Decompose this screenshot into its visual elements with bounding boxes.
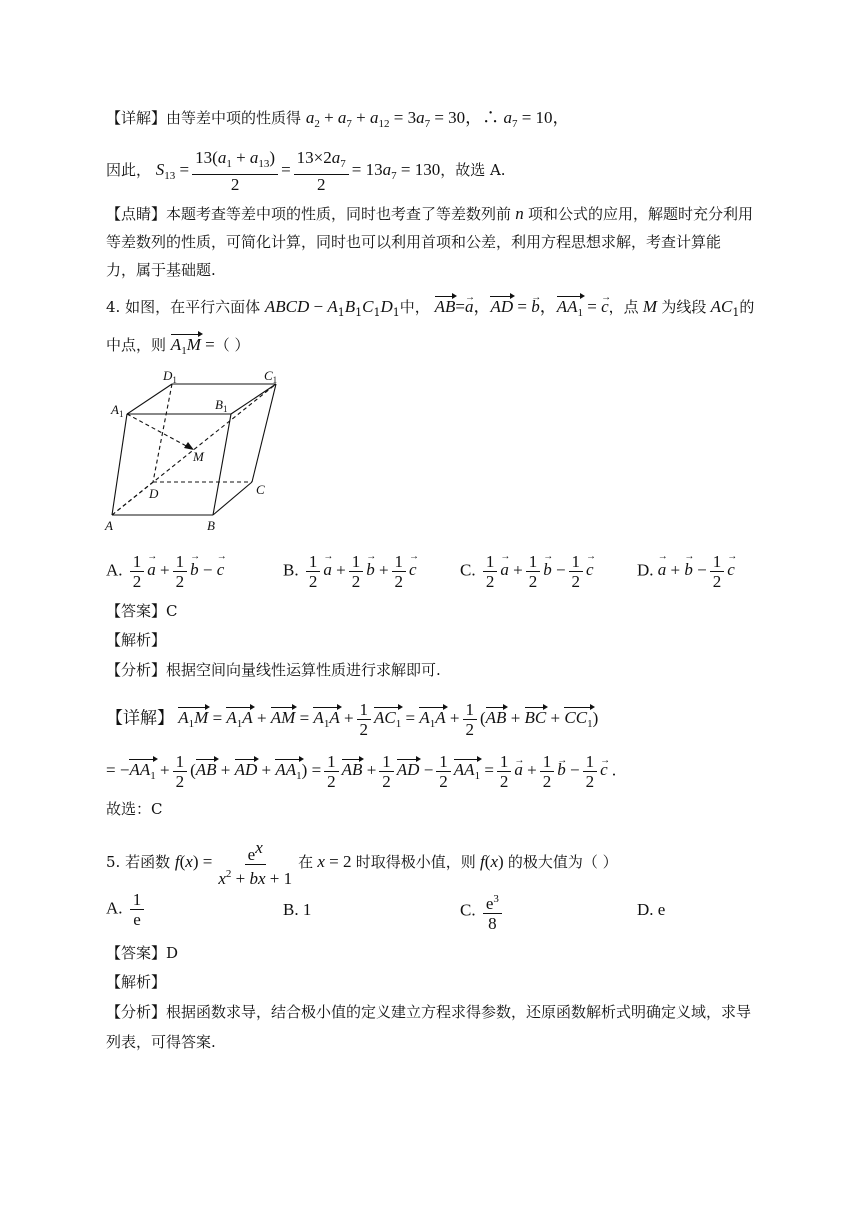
label-d1: $D_1$	[163, 368, 177, 385]
dianjing-text-1: 本题考查等差中项的性质，同时也考查了等差数列前	[166, 205, 512, 223]
q5-fenxi-line-2: 列表，可得答案.	[106, 1033, 216, 1051]
dianjing-label: 【点睛】	[106, 205, 167, 223]
q4-option-a[interactable]: A. $\frac{1}{2}$ → a + $\frac{1}{2}$ → b − → c	[106, 552, 224, 591]
q4-stem-b: 中，	[399, 298, 430, 316]
q4-detail-line-1: 【详解】 $A_1M = A_1A$ + AM = $A_1A$ + $\frac{1}{2}$ $AC_1 = A_1A$ + $\frac{1}{2}$ (AB + BC + $CC_1$)	[106, 700, 599, 739]
q4-stem-2b: （ ）	[214, 336, 250, 354]
q4-stem-line-1: 4. 如图，在平行六面体 ABCD − $A_1B_1C_1D_1$中， AB=→ a，AD = → b，$AA_1$ = → c，点 M 为线段 $AC_1$的	[106, 296, 754, 323]
q4-option-c[interactable]: C. $\frac{1}{2}$ → a + $\frac{1}{2}$ → b − $\frac{1}{2}$ → c	[460, 552, 594, 591]
label-b: B	[207, 518, 215, 533]
q4-stem-a: 4. 如图，在平行六面体	[106, 298, 261, 316]
label-c: C	[256, 482, 265, 497]
q4-detail-line-2: = $-AA_1$ + $\frac{1}{2}$ (AB + AD + $AA_1$) = $\frac{1}{2}$ AB + $\frac{1}{2}$ AD − $\frac{1}{2}$ $AA_1$ = $\frac{1}{2}$ → a + $\frac{1}{2}$ → b − $\frac{1}{2}$ → c .	[106, 752, 616, 791]
q4-stem-line-2	[106, 334, 249, 360]
q5-stem-b: 在	[298, 852, 314, 871]
q5-option-c[interactable]: C. $\frac{e^3}{8}$	[460, 890, 505, 933]
detail-label: 【详解】	[106, 109, 167, 127]
q4-target-vector: $A_1M$ =	[171, 335, 215, 354]
choose-a-text: ，故选 A.	[440, 160, 506, 179]
detail-line-2	[106, 148, 506, 194]
q5-stem-d: 的极大值为（ ）	[507, 852, 618, 871]
detail-label-2: 【详解】	[106, 708, 174, 728]
q4-stem-2: 中点，则	[106, 336, 167, 354]
q4-stem-e: 的	[739, 298, 755, 316]
q4-conclusion: 故选：C	[106, 800, 163, 818]
q4-option-d-letter: D.	[637, 560, 654, 580]
label-d: D	[149, 486, 159, 501]
q4-jiexi-label: 【解析】	[106, 631, 167, 649]
label-m: M	[193, 449, 204, 464]
q5-stem-a: 5. 若函数	[106, 852, 171, 871]
formula-a7: $a_2 + a_7 + a_{12} = 3a_7 = 30$，∴ $a_7 = 10$，	[305, 108, 570, 130]
q4-option-c-letter: C.	[460, 560, 476, 580]
q5-jiexi-label: 【解析】	[106, 973, 167, 991]
q4-option-d[interactable]: D. → a + → b − $\frac{1}{2}$ → c	[637, 552, 735, 591]
answer-value: C	[166, 602, 178, 620]
formula-s13: $S_{13}$ = $\frac{13(a_1 + a_{13})}{2}$ = $\frac{13\times 2a_7}{2}$ = $13a_7 = 130$	[155, 148, 441, 194]
label-a: A	[105, 518, 113, 533]
fenxi-text: 根据空间向量线性运算性质进行求解即可.	[166, 661, 441, 679]
q4-option-b-letter: B.	[283, 560, 299, 580]
q5-answer-label: 【答案】	[106, 944, 167, 962]
q5-fenxi-label: 【分析】	[106, 1003, 167, 1021]
parallelepiped-figure	[100, 362, 290, 537]
q4-option-a-letter: A.	[106, 560, 123, 580]
dianjing-line-2: 等差数列的性质，可简化计算，同时也可以利用首项和公差，利用方程思想求解，考查计算能	[106, 233, 722, 251]
q5-option-d[interactable]	[637, 900, 665, 920]
label-a1: $A_1$	[111, 402, 124, 419]
q5-option-a[interactable]: A. $\frac{1}{e}$	[106, 890, 147, 929]
n-var: n	[511, 204, 529, 223]
q4-fenxi	[106, 660, 441, 680]
q4-vector-defs: AB=→ a，AD = → b，$AA_1$ = → c	[435, 297, 609, 316]
q5-option-b-text: B. 1	[283, 900, 312, 919]
label-b1: $B_1$	[215, 397, 228, 414]
dianjing-line-3: 力，属于基础题.	[106, 261, 216, 279]
q5-option-d-value: e	[657, 900, 666, 919]
dianjing-text-1b: 项和公式的应用，解题时充分利用	[528, 205, 754, 223]
q4-stem-c: ，点	[608, 298, 639, 316]
q5-fenxi-text-1: 根据函数求导，结合极小值的定义建立方程求得参数，还原函数解析式明确定义域，求导	[166, 1003, 752, 1021]
q4-stem-d: 为线段	[661, 298, 707, 316]
dianjing-line-1	[106, 204, 753, 224]
q4-solid-name: ABCD	[264, 297, 310, 316]
fenxi-label: 【分析】	[106, 661, 167, 679]
q5-answer	[106, 943, 178, 963]
q5-stem: 5. 若函数 f(x) = $\frac{e^x}{x^2 + bx + 1}$ 在 x = 2 时取得极小值，则 f(x) 的极大值为（ ）	[106, 838, 618, 888]
q5-answer-value: D	[166, 944, 179, 962]
q5-option-b[interactable]	[283, 900, 311, 920]
q5-fenxi-line-1	[106, 1002, 751, 1022]
label-c1: $C_1$	[264, 368, 278, 385]
therefore-text: 因此，	[106, 160, 152, 179]
detail-line-1	[106, 108, 570, 134]
q4-answer	[106, 601, 178, 621]
q4-option-b[interactable]: B. $\frac{1}{2}$ → a + $\frac{1}{2}$ → b + $\frac{1}{2}$ → c	[283, 552, 417, 591]
q5-stem-c: 时取得极小值，则	[355, 852, 476, 871]
q5-option-d-letter: D.	[637, 900, 654, 919]
q5-option-c-letter: C.	[460, 900, 476, 920]
q5-option-a-letter: A.	[106, 898, 123, 918]
answer-label: 【答案】	[106, 602, 167, 620]
detail-text: 由等差中项的性质得	[166, 109, 302, 127]
